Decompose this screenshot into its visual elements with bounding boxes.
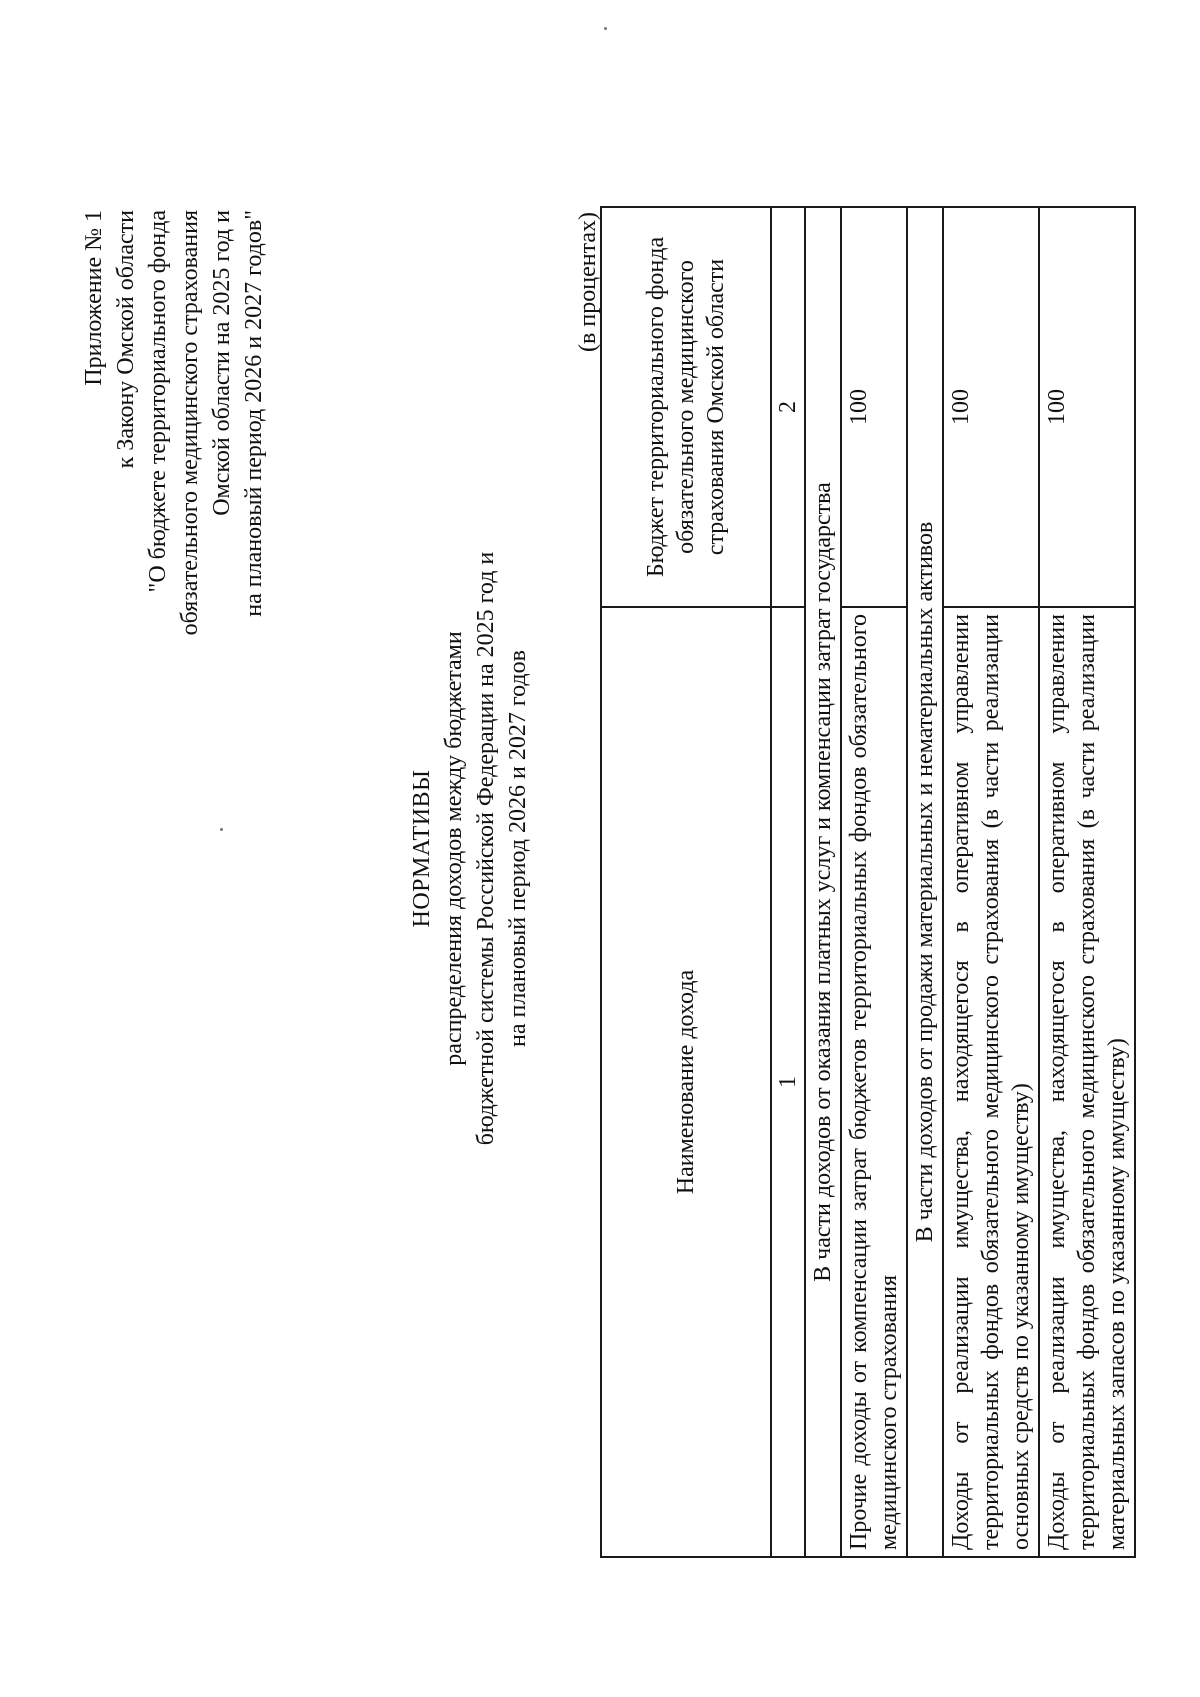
appendix-line: Омской области на 2025 год и: [209, 210, 235, 516]
document-title-block: [406, 0, 534, 1697]
appendix-line: на плановый период 2026 и 2027 годов": [241, 210, 267, 617]
document-subtitle-line: распределения доходов между бюджетами: [441, 631, 467, 1066]
document-title: НОРМАТИВЫ: [409, 769, 435, 928]
income-value-cell: 100: [943, 207, 1039, 607]
income-value-cell: 100: [841, 207, 907, 607]
header-income-name: Наименование дохода: [601, 607, 771, 1557]
table-row: [841, 207, 907, 1557]
income-value-cell: 100: [1039, 207, 1135, 607]
table-row: [943, 207, 1039, 1557]
norms-table: [600, 206, 1136, 1558]
scan-speck: [604, 27, 607, 30]
appendix-line: обязательного медицинского страхования: [177, 210, 203, 636]
document-subtitle-line: на плановый период 2026 и 2027 годов: [505, 650, 531, 1047]
units-note: (в процентах): [575, 212, 601, 352]
appendix-header: [78, 210, 270, 635]
table-row: [1039, 207, 1135, 1557]
appendix-line: "О бюджете территориального фонда: [145, 210, 171, 593]
appendix-line: к Закону Омской области: [113, 210, 139, 469]
section-row: [907, 207, 943, 1557]
section-title: В части доходов от продажи материальных и нематериальных активов: [907, 207, 943, 1557]
scan-speck: [220, 828, 223, 831]
section-title: В части доходов от оказания платных услуг и компенсации затрат государства: [805, 207, 841, 1557]
income-name-cell: Доходы от реализации имущества, находящегося в оперативном управлении территориальных фондов обязательного медицинского страхования (в части реализации основных средств по указанному имуществу): [943, 607, 1039, 1557]
document-subtitle-line: бюджетной системы Российской Федерации на 2025 год и: [473, 551, 499, 1146]
column-number: 1: [771, 607, 805, 1557]
income-name-cell: Доходы от реализации имущества, находящегося в оперативном управлении территориальных фондов обязательного медицинского страхования (в части реализации материальных запасов по указанному имуществу): [1039, 607, 1135, 1557]
section-row: [805, 207, 841, 1557]
income-name-cell: Прочие доходы от компенсации затрат бюджетов территориальных фондов обязательного медицинского страхования: [841, 607, 907, 1557]
column-number: 2: [771, 207, 805, 607]
appendix-line: Приложение № 1: [81, 210, 107, 386]
header-budget: Бюджет территориального фонда обязательного медицинского страхования Омской области: [601, 207, 771, 607]
column-number-row: [771, 207, 805, 1557]
table-header-row: [601, 207, 771, 1557]
